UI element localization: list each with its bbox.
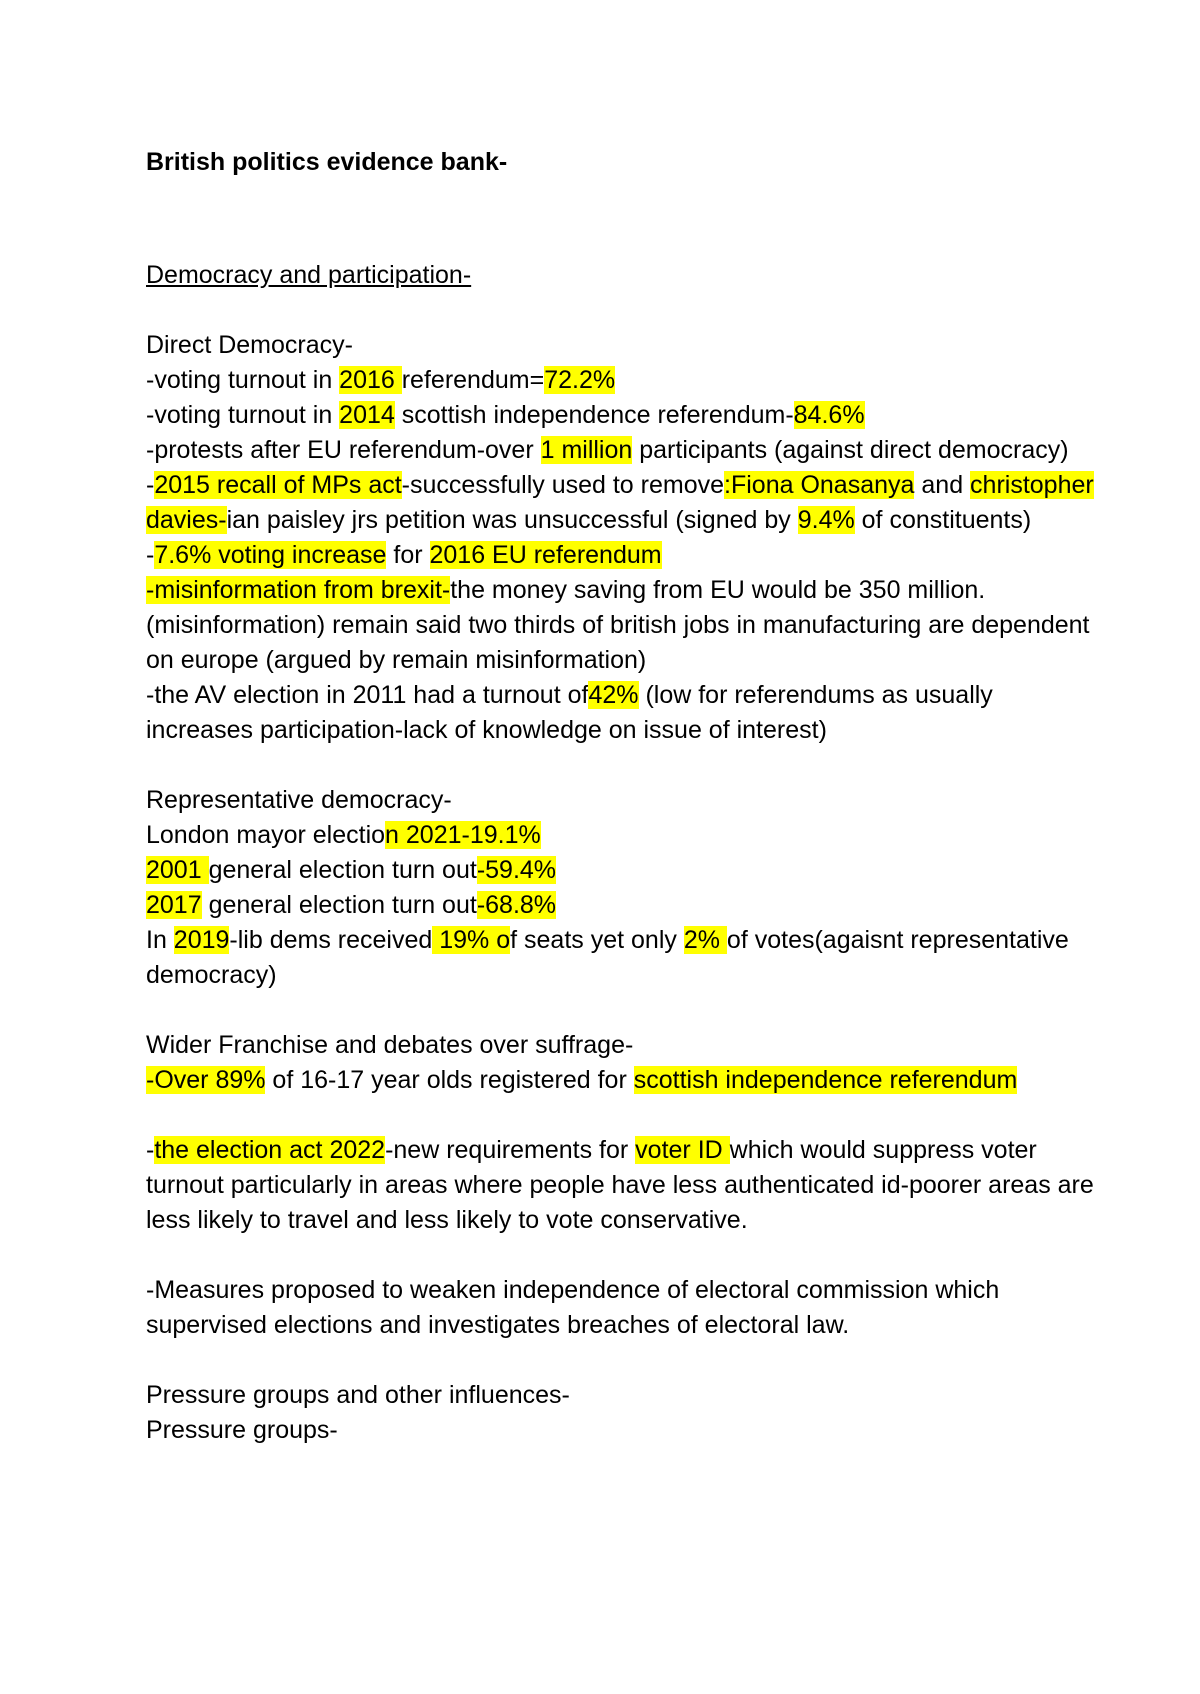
highlighted-text: -Over 89%: [146, 1066, 266, 1094]
highlighted-text: 72.2%: [544, 366, 616, 394]
spacer: [146, 1098, 1100, 1133]
spacer: [146, 748, 1100, 783]
text-run: (low for referendums as usually increases participation-lack of knowledge on issue of interest): [146, 681, 993, 744]
highlighted-text: 2016: [339, 366, 402, 394]
highlighted-text: the election act 2022: [154, 1136, 386, 1164]
text-run: -: [146, 1136, 155, 1164]
text-run: of 16-17 year olds registered for: [265, 1066, 634, 1094]
highlighted-text: voter ID: [635, 1136, 730, 1164]
text-run: ian paisley jrs petition was unsuccessful (signed by: [226, 506, 798, 534]
text-run: Wider Franchise and debates over suffrage-: [146, 1031, 634, 1059]
text-run: referendum=: [401, 366, 545, 394]
text-run: general election turn out: [208, 856, 477, 884]
highlighted-text: 2015 recall of MPs act: [154, 471, 402, 499]
highlighted-text: scottish independence referendum: [633, 1066, 1018, 1094]
paragraph: [146, 923, 1100, 993]
paragraph: [146, 1413, 1100, 1448]
text-run: -voting turnout in: [146, 366, 340, 394]
highlighted-text: 19% o: [432, 926, 511, 954]
highlighted-text: 2%: [683, 926, 727, 954]
paragraph: [146, 1378, 1100, 1413]
text-run: -Measures proposed to weaken independence of electoral commission which supervised elections and investigates breaches of electoral law.: [146, 1276, 1000, 1339]
paragraph: [146, 1028, 1100, 1063]
spacer: [146, 180, 1100, 258]
highlighted-text: -59.4%: [476, 856, 557, 884]
text-run: of votes(agaisnt representative democracy): [146, 926, 1069, 989]
spacer: [146, 1238, 1100, 1273]
document-title: British politics evidence bank-: [146, 148, 508, 176]
text-run: In: [146, 926, 174, 954]
paragraph: [146, 1133, 1100, 1238]
section-heading: Democracy and participation-: [146, 261, 472, 289]
highlighted-text: 42%: [588, 681, 639, 709]
spacer: [146, 1343, 1100, 1378]
spacer: [146, 293, 1100, 328]
paragraph: [146, 1273, 1100, 1343]
text-run: of constituents): [854, 506, 1032, 534]
highlighted-text: 2017: [146, 891, 202, 919]
paragraph: [146, 433, 1100, 468]
highlighted-text: -misinformation from brexit-: [146, 576, 451, 604]
text-run: Pressure groups-: [146, 1416, 338, 1444]
highlighted-text: 2019: [173, 926, 230, 954]
text-run: London mayor electio: [146, 821, 386, 849]
text-run: -: [146, 541, 155, 569]
text-run: f seats yet only: [510, 926, 684, 954]
highlighted-text: 84.6%: [793, 401, 865, 429]
highlighted-text: :Fiona Onasanya: [724, 471, 915, 499]
text-run: general election turn out: [201, 891, 477, 919]
spacer: [146, 993, 1100, 1028]
text-run: participants (against direct democracy): [632, 436, 1069, 464]
paragraph: [146, 818, 1100, 853]
paragraph: [146, 1063, 1100, 1098]
text-run: Direct Democracy-: [146, 331, 353, 359]
paragraph: [146, 538, 1100, 573]
text-run: -voting turnout in: [146, 401, 340, 429]
paragraph: [146, 398, 1100, 433]
paragraph: [146, 363, 1100, 398]
text-run: -the AV election in 2011 had a turnout of: [146, 681, 589, 709]
highlighted-text: 7.6% voting increase: [154, 541, 387, 569]
text-run: for: [386, 541, 430, 569]
paragraph: [146, 468, 1100, 538]
highlighted-text: 2014: [339, 401, 395, 429]
highlighted-text: 2001: [146, 856, 209, 884]
highlighted-text: n 2021-19.1%: [385, 821, 541, 849]
text-run: -new requirements for: [385, 1136, 636, 1164]
text-run: Pressure groups and other influences-: [146, 1381, 570, 1409]
highlighted-text: christopher davies-: [146, 471, 1094, 534]
text-run: scottish independence referendum-: [394, 401, 794, 429]
paragraph: [146, 853, 1100, 888]
highlighted-text: 9.4%: [797, 506, 855, 534]
paragraph: [146, 573, 1100, 678]
text-run: the money saving from EU would be 350 million.(misinformation) remain said two thirds of british jobs in manufacturing are dependent on europe (argued by remain misinformation): [146, 576, 1090, 674]
text-run: and: [914, 471, 971, 499]
text-run: which would suppress voter turnout particularly in areas where people have less authenticated id-poorer areas are less likely to travel and less likely to vote conservative.: [146, 1136, 1094, 1234]
text-run: -protests after EU referendum-over: [146, 436, 541, 464]
text-run: -lib dems received: [229, 926, 433, 954]
highlighted-text: 1 million: [540, 436, 633, 464]
paragraph: [146, 783, 1100, 818]
highlighted-text: -68.8%: [476, 891, 557, 919]
document-body: [146, 328, 1100, 1448]
highlighted-text: 2016 EU referendum: [429, 541, 662, 569]
paragraph: [146, 678, 1100, 748]
text-run: -: [146, 471, 155, 499]
text-run: -successfully used to remove: [401, 471, 725, 499]
paragraph: [146, 328, 1100, 363]
text-run: Representative democracy-: [146, 786, 452, 814]
paragraph: [146, 888, 1100, 923]
